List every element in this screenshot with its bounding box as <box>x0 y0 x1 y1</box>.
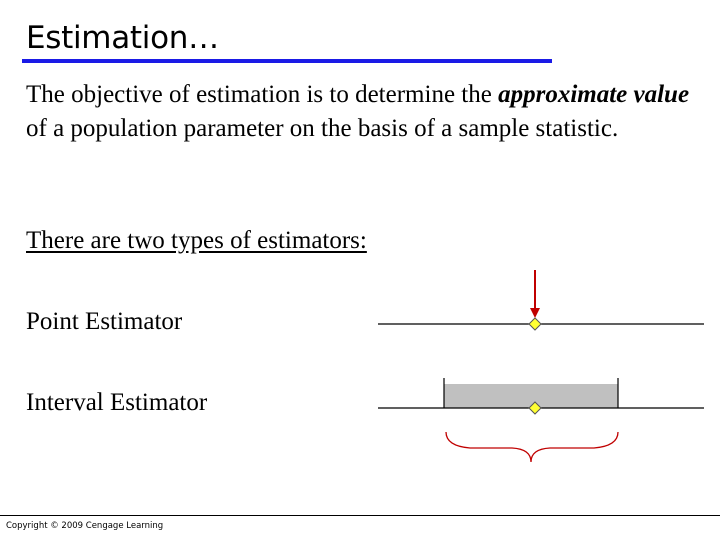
objective-text-start: The objective of estimation is to determine the <box>26 81 499 108</box>
estimator-types-heading: There are two types of estimators: <box>26 227 367 254</box>
slide-title: Estimation… <box>26 20 219 56</box>
down-arrow-icon <box>530 270 540 318</box>
footer-divider <box>0 515 720 516</box>
diamond-icon <box>529 318 541 330</box>
objective-text-end: of a population parameter on the basis of a sample statistic. <box>26 115 619 142</box>
interval-band <box>444 384 618 408</box>
interval-estimator-label: Interval Estimator <box>26 389 208 416</box>
copyright-notice: Copyright © 2009 Cengage Learning <box>6 521 164 531</box>
curly-brace-icon <box>446 432 618 462</box>
point-estimator-label: Point Estimator <box>26 308 183 335</box>
objective-emphasis: approximate value <box>498 81 690 108</box>
